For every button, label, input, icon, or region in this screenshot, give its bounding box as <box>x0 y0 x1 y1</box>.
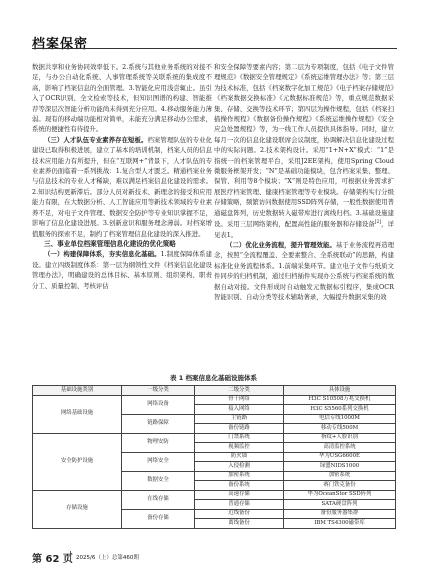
facility-cell: 电信专线1000M <box>284 414 396 424</box>
item-cell: 接入网络 <box>195 405 284 415</box>
paragraph <box>214 62 394 240</box>
item-cell: 离线备份 <box>195 519 284 529</box>
facility-cell: IBM TS4300磁带库 <box>284 519 396 529</box>
category-cell: 安全防护设施 <box>33 433 122 490</box>
subheading: （二）优化业务流程，提升管理效能。 <box>226 241 336 250</box>
group-cell: 在线存储 <box>122 490 195 509</box>
footer-divider <box>70 551 71 562</box>
paragraph-text: 基于业务流程再造理念，按照“全流程覆盖、全要素整合、全系统联动”的思路，构建标准化业务流程体系。1.前端采集环节。建立电子文件与纸质文件同步的归档机制，通过归档插件实现办公系统与档案系统的数据自动对接。文件形成时自动触发元数据标引程序，集成OCR智能识别、自动分类等技术辅助著录，大幅提升数据采集的效 <box>214 241 395 302</box>
item-cell: 近线备份 <box>195 509 284 519</box>
table-header-cell: 基础设施类别 <box>33 386 122 396</box>
subheading: （一）构建保障体系，夯实信息化基础。 <box>44 250 161 259</box>
paragraph <box>32 135 212 239</box>
group-cell: 链路保障 <box>122 414 195 433</box>
table-caption: 表 1 档案信息化基础设施体系 <box>169 374 258 382</box>
citation: [2] <box>374 220 382 226</box>
table-header-cell: 具体设施 <box>284 386 396 396</box>
right-column <box>214 62 394 302</box>
facility-cell: 华为USG6600E <box>284 452 396 462</box>
facility-cell: H3C S10508万兆交换机 <box>284 395 396 405</box>
subheading: （三）人才队伍专业素养存在短板。 <box>44 135 148 144</box>
item-cell: 入侵检测 <box>195 462 284 472</box>
group-cell: 网络设备 <box>122 395 195 414</box>
item-cell: 备份系统 <box>195 481 284 491</box>
facility-cell: 绿盟NIDS1000 <box>284 462 396 472</box>
item-cell: 视频监控 <box>195 443 284 453</box>
paragraph <box>32 249 212 291</box>
group-cell: 物理安防 <box>122 433 195 452</box>
section-heading: 三、事业单位档案管理信息化建设的优化策略 <box>44 239 176 248</box>
table-row <box>33 433 396 443</box>
paragraph <box>214 240 394 302</box>
facility-cell: 高清监控系统 <box>284 443 396 453</box>
header-rule <box>32 48 397 49</box>
column-title: 档案保密 <box>32 37 89 52</box>
page-header <box>0 0 427 52</box>
facility-cell: 指纹+人脸识别 <box>284 433 396 443</box>
item-cell: 防火墙 <box>195 452 284 462</box>
paragraph: 数据共享和业务协同效率低下。2.系统与其他业务系统的对接不足，与办公自动化系统、人事管理系统等关联系统的集成度不高，影响了档案信息的全面管理。3.智能化应用浅尝辄止。虽引入了OCR识别、全文检索等技术，但知识图谱的构建、智能推荐等深层次智能分析功能尚未得到充分应用。4.移动服务能力薄弱。现有的移动端功能相对简单，未能充分满足移动办公需求，系统的便捷性有待提升。 <box>32 63 212 134</box>
facility-cell: 加密系统 <box>284 471 396 481</box>
table-header-cell: 二级分类 <box>195 386 284 396</box>
facility-cell: 备份服务器集群 <box>284 509 396 519</box>
item-cell: 备份链路 <box>195 424 284 434</box>
table-header-row <box>33 386 396 396</box>
paragraph-text: ，详见表1。 <box>214 220 395 239</box>
item-cell: 主链路 <box>195 414 284 424</box>
group-cell: 备份存储 <box>122 509 195 528</box>
group-cell: 网络安全 <box>122 452 195 471</box>
item-cell: 加密系统 <box>195 471 284 481</box>
paragraph-text: 和安全保障等要素内容；第二层为专项制度，包括《电子文件管理规范》《数据安全管理规定》《系统运维管理办法》等；第三层为技术标准，包括《档案数字化加工规范》《电子档案存储规范》《档案数据交换标准》《元数据标准规范》等，重点规范数据采集、存储、交换等技术环节；第四层为操作规程，包括《档案扫描操作规程》《数据备份操作规程》《系统运维操作规程》《安全应急处置规程》等，为一线工作人员提供具体指导。同时，建立每月一次的信息化建设联席会议制度，协调解决信息化建设过程中的实际问题。2.技术架构设计。采用“1+N+X”模式：“1”是指统一的档案管理平台，采用J2EE架构，使用Spring Cloud微服务框架开发；“N”是基础功能模块，包含档案采集、整理、保管、利用等8个模块；“X”则是特色应用，可根据业务需求扩展医疗档案管理、健康档案管理等专业模块。存储架构实行分级存储策略，频繁访问数据使用SSD阵列存储，一般性数据使用普通磁盘阵列，历史数据转入磁带库进行离线归档。3.基础设施建设。采用三层网络架构，配置高性能的服务器和存储设备 <box>214 63 394 229</box>
infrastructure-table <box>32 385 396 529</box>
table-header-cell: 一级分类 <box>122 386 195 396</box>
item-cell: 骨干网络 <box>195 395 284 405</box>
facility-cell: H3C S5560系列交换机 <box>284 405 396 415</box>
page-number: 第 62 页 <box>32 554 73 565</box>
facility-cell: SATA硬盘阵列 <box>284 500 396 510</box>
paragraph-text: 1.制度保障体系建设。建立四级制度体系：第一层为纲领性文件《档案信息化建设管理办法》，明确建设的总体目标、基本原则、组织架构、职责分工、质量控制、考核评估 <box>32 250 212 290</box>
facility-cell: 移动专线500M <box>284 424 396 434</box>
item-cell: 高速存储 <box>195 490 284 500</box>
table-row <box>33 490 396 500</box>
category-cell: 存储设施 <box>33 490 122 528</box>
item-cell: 门禁系统 <box>195 433 284 443</box>
table-row <box>33 395 396 405</box>
issue-info: 2025/6（上）总第460期 <box>76 555 139 561</box>
left-column <box>32 62 212 291</box>
item-cell: 普通存储 <box>195 500 284 510</box>
paragraph-text: 档案管理队伍的专业化建设已取得积极进展，建立了基本的培训机制，档案人员的信息技术应用能力有所提升，但在“互联网+”背景下，人才队伍的专业素养仍面临着一系列挑战：1.复合型人才匮乏。精通档案业务与信息技术的专业人才稀缺，难以满足档案信息化建设的需求。2.知识结构更新滞后。部分人员对新技术、新理念的接受和应用能力有限，在大数据分析、人工智能应用等新技术领域的专业素养不足，对电子文件管理、数据安全防护等专业知识掌握不足，影响了信息化建设进展。3.创新意识和服务理念薄弱。对档案增值服务的探索不足，制约了档案管理信息化建设的深入推进。 <box>32 135 213 238</box>
facility-cell: 华为OceanStor SSD阵列 <box>284 490 396 500</box>
group-cell: 数据安全 <box>122 471 195 490</box>
facility-cell: 赛门铁克备份 <box>284 481 396 491</box>
category-cell: 网络基础设施 <box>33 395 122 433</box>
